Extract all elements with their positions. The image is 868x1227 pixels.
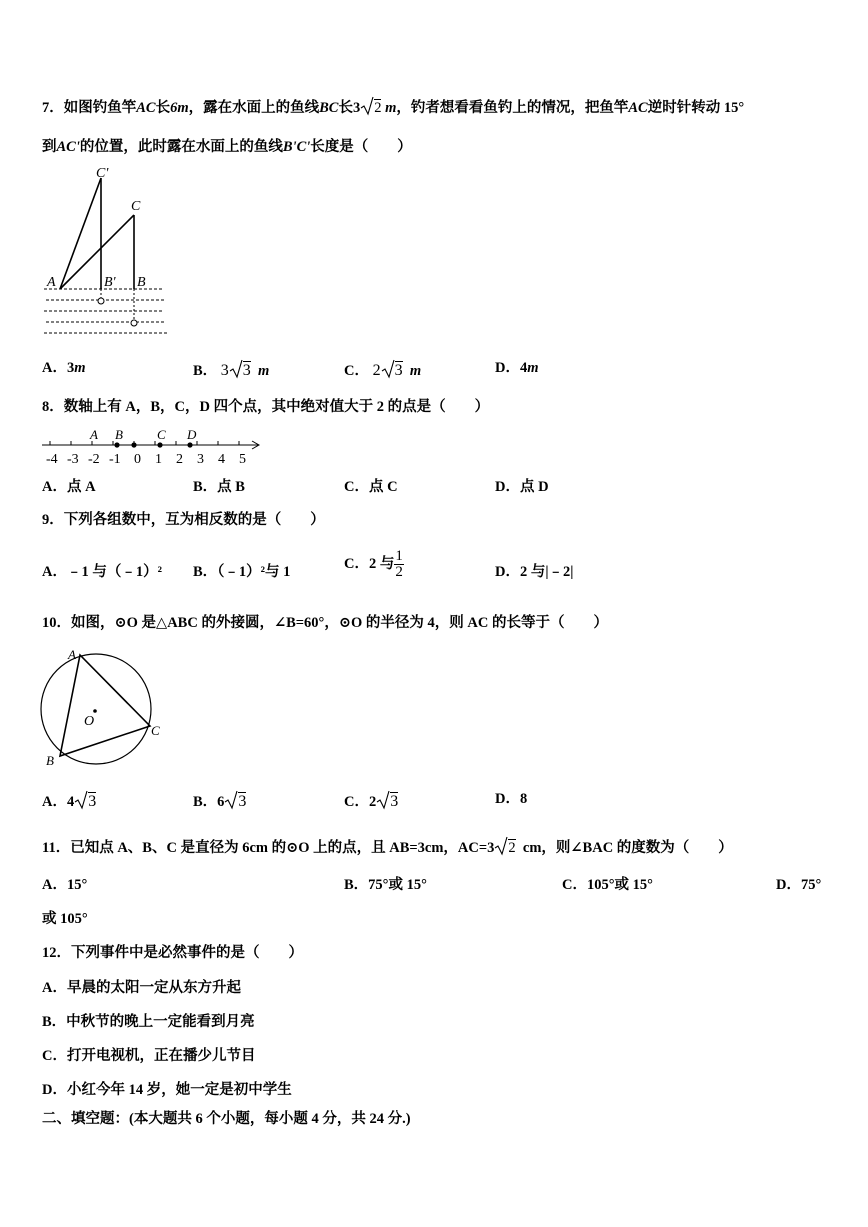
q11-question: 11．已知点 A、B、C 是直径为 6cm 的⊙O 上的点，且 AB=3cm，AC=3 2 cm，则∠BAC 的度数为（ ） [42, 836, 733, 857]
q7-option-b[interactable]: B． 3 3 m [193, 359, 269, 380]
label-b-prime: B' [104, 275, 116, 290]
label-a: A [47, 275, 56, 290]
section-heading: 二、填空题：(本大题共 6 个小题，每小题 4 分，共 24 分.) [42, 1111, 411, 1127]
point-label-a: A [90, 427, 98, 442]
q8-option-c[interactable]: C．点 C [344, 479, 398, 495]
label-c: C [131, 199, 141, 214]
label-b: B [46, 753, 54, 768]
point-label-b: B [115, 427, 123, 442]
q8-option-d[interactable]: D．点 D [495, 479, 549, 495]
point-label-c: C [157, 427, 166, 442]
q9-question: 9．下列各组数中，互为相反数的是（ ） [42, 512, 325, 528]
tick-label: -2 [88, 452, 100, 467]
sqrt-sign [494, 836, 508, 856]
label-c-prime: C' [96, 166, 109, 181]
q10-option-b[interactable]: B．6 3 [193, 790, 246, 811]
tick-label: 2 [176, 452, 183, 467]
q9-option-a[interactable]: A．﹣1 与（﹣1）² [42, 564, 162, 580]
sqrt-sign [74, 790, 88, 810]
q7-option-c[interactable]: C． 2 3 m [344, 359, 421, 380]
q8-option-b[interactable]: B．点 B [193, 479, 245, 495]
q11-option-c[interactable]: C．105°或 15° [562, 877, 653, 893]
label-b: B [137, 275, 146, 290]
tick-label: -3 [67, 452, 79, 467]
q11-option-a[interactable]: A．15° [42, 877, 88, 893]
q12-question: 12．下列事件中是必然事件的是（ ） [42, 945, 303, 961]
label-c: C [151, 723, 160, 738]
q8-option-a[interactable]: A．点 A [42, 479, 96, 495]
q12-option-d[interactable]: D．小红今年 14 岁，她一定是初中学生 [42, 1082, 292, 1098]
tick-label: -4 [46, 452, 58, 467]
q12-option-a[interactable]: A．早晨的太阳一定从东方升起 [42, 980, 241, 996]
label-o: O [84, 714, 95, 729]
q7-line-2: 到AC'的位置，此时露在水面上的鱼线B'C'长度是（ ） [42, 139, 412, 155]
sqrt-sign [360, 96, 374, 116]
q11-option-d-continued: 或 105° [42, 911, 88, 927]
sqrt-sign [376, 790, 390, 810]
tick-label: 1 [155, 452, 162, 467]
q9-option-d[interactable]: D．2 与|﹣2| [495, 564, 574, 580]
sqrt-sign [229, 359, 243, 379]
q10-question: 10．如图，⊙O 是△ABC 的外接圆，∠B=60°，⊙O 的半径为 4，则 AC 的长等于（ ） [42, 615, 608, 631]
q11-option-b[interactable]: B．75°或 15° [344, 877, 427, 893]
tick-label: 3 [197, 452, 204, 467]
q9-option-c[interactable]: C．2 与 $\frac{1}{2}$ [344, 548, 403, 580]
q11-option-d[interactable]: D．75° [776, 877, 822, 893]
point-label-d: D [187, 427, 197, 442]
fishing-rod-figure [40, 162, 175, 337]
number-line-figure [40, 425, 265, 467]
q8-question: 8．数轴上有 A，B，C，D 四个点，其中绝对值大于 2 的点是（ ） [42, 399, 490, 415]
tick-label: 4 [218, 452, 225, 467]
tick-label: 0 [134, 452, 141, 467]
circumcircle-figure [38, 645, 168, 770]
q12-option-b[interactable]: B．中秋节的晚上一定能看到月亮 [42, 1014, 255, 1030]
q12-option-c[interactable]: C．打开电视机，正在播少儿节目 [42, 1048, 256, 1064]
q10-option-a[interactable]: A．4 3 [42, 790, 96, 811]
q9-option-b[interactable]: B．（﹣1）²与 1 [193, 564, 291, 580]
q10-option-c[interactable]: C．2 3 [344, 790, 398, 811]
tick-label: 5 [239, 452, 246, 467]
label-a: A [68, 647, 76, 662]
q7-option-d[interactable]: D．4m [495, 360, 539, 376]
sqrt-sign [381, 359, 395, 379]
fraction: $\frac{1}{2}$ [395, 548, 403, 580]
q10-option-d[interactable]: D．8 [495, 791, 528, 807]
q7-line-1: 7．如图钓鱼竿AC长6m，露在水面上的鱼线BC长3 2 m，钓者想看看鱼钓上的情况，把鱼竿AC逆时针转动 15° [42, 96, 744, 117]
tick-label: -1 [109, 452, 121, 467]
sqrt-sign [224, 790, 238, 810]
q7-option-a[interactable]: A．3m [42, 360, 86, 376]
